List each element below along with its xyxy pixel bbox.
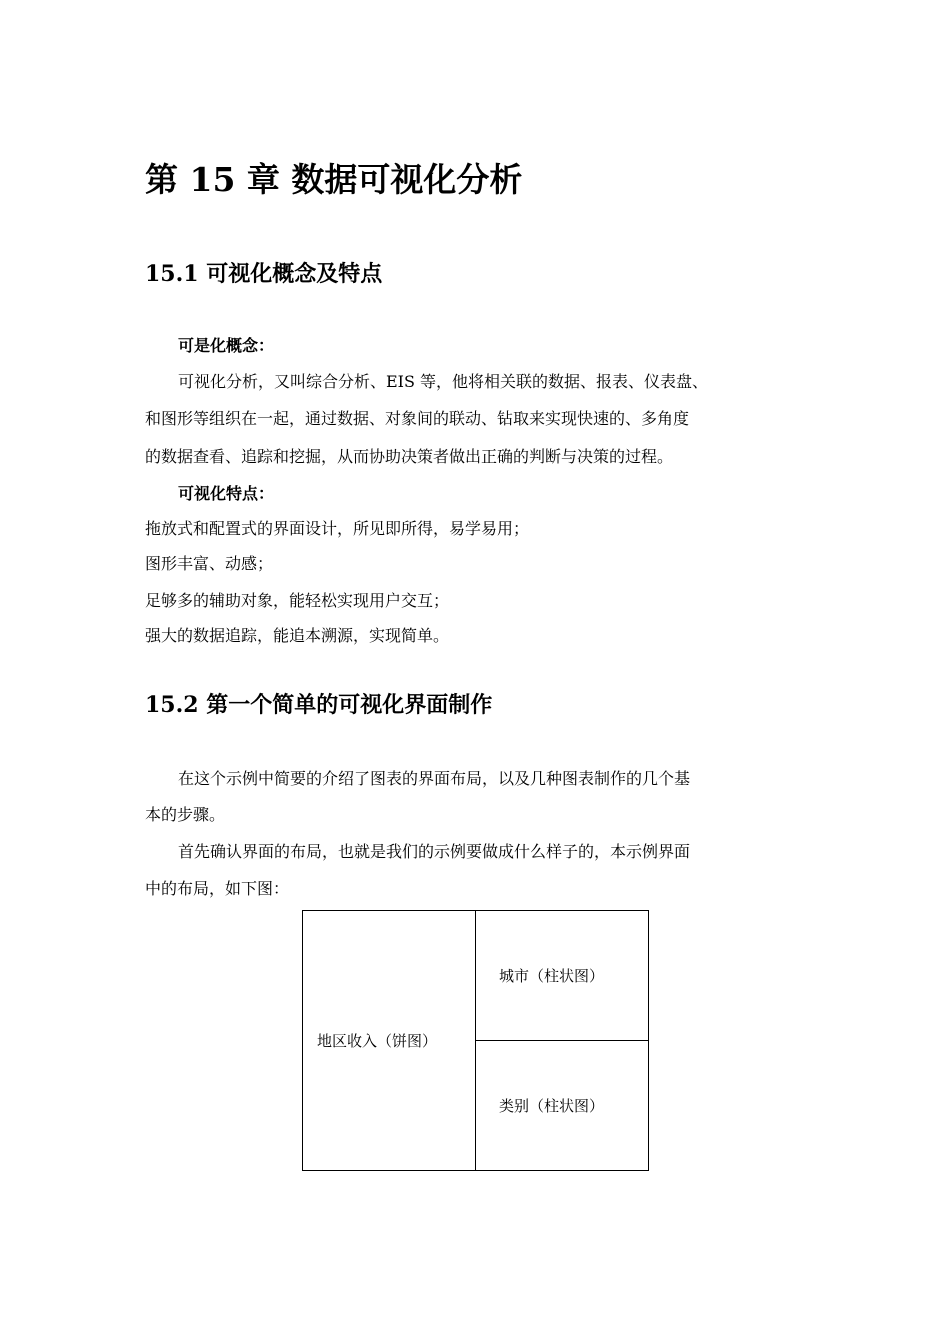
- paragraph-line: 在这个示例中简要的介绍了图表的界面布局，以及几种图表制作的几个基: [178, 769, 691, 788]
- paragraph-line: 本的步骤。: [145, 805, 226, 824]
- section-title-15-1: 15.1 可视化概念及特点: [145, 261, 383, 287]
- concept-line: 的数据查看、追踪和挖掘，从而协助决策者做出正确的判断与决策的过程。: [145, 447, 674, 466]
- chapter-title: 第 15 章 数据可视化分析: [145, 160, 523, 199]
- paragraph-line: 首先确认界面的布局，也就是我们的示例要做成什么样子的，本示例界面: [178, 842, 691, 861]
- diagram-cell-region-income: 地区收入（饼图）: [317, 1032, 438, 1050]
- concept-line: 和图形等组织在一起，通过数据、对象间的联动、钻取来实现快速的、多角度: [145, 409, 690, 428]
- concept-line: 可视化分析，又叫综合分析、EIS 等，他将相关联的数据、报表、仪表盘、: [178, 372, 709, 391]
- section-title-15-2: 15.2 第一个简单的可视化界面制作: [145, 692, 493, 718]
- layout-diagram: [302, 910, 649, 1171]
- feature-item: 足够多的辅助对象，能轻松实现用户交互；: [145, 591, 450, 610]
- diagram-cell-city: 城市（柱状图）: [499, 967, 605, 985]
- feature-item: 拖放式和配置式的界面设计，所见即所得，易学易用；: [145, 519, 530, 538]
- feature-item: 图形丰富、动感；: [145, 554, 274, 573]
- diagram-horizontal-divider: [475, 1040, 648, 1041]
- paragraph-line: 中的布局，如下图：: [145, 879, 290, 898]
- diagram-cell-category: 类别（柱状图）: [499, 1097, 605, 1115]
- feature-item: 强大的数据追踪，能追本溯源，实现简单。: [145, 626, 450, 645]
- features-heading: 可视化特点：: [178, 484, 275, 503]
- concept-heading: 可是化概念：: [178, 336, 275, 355]
